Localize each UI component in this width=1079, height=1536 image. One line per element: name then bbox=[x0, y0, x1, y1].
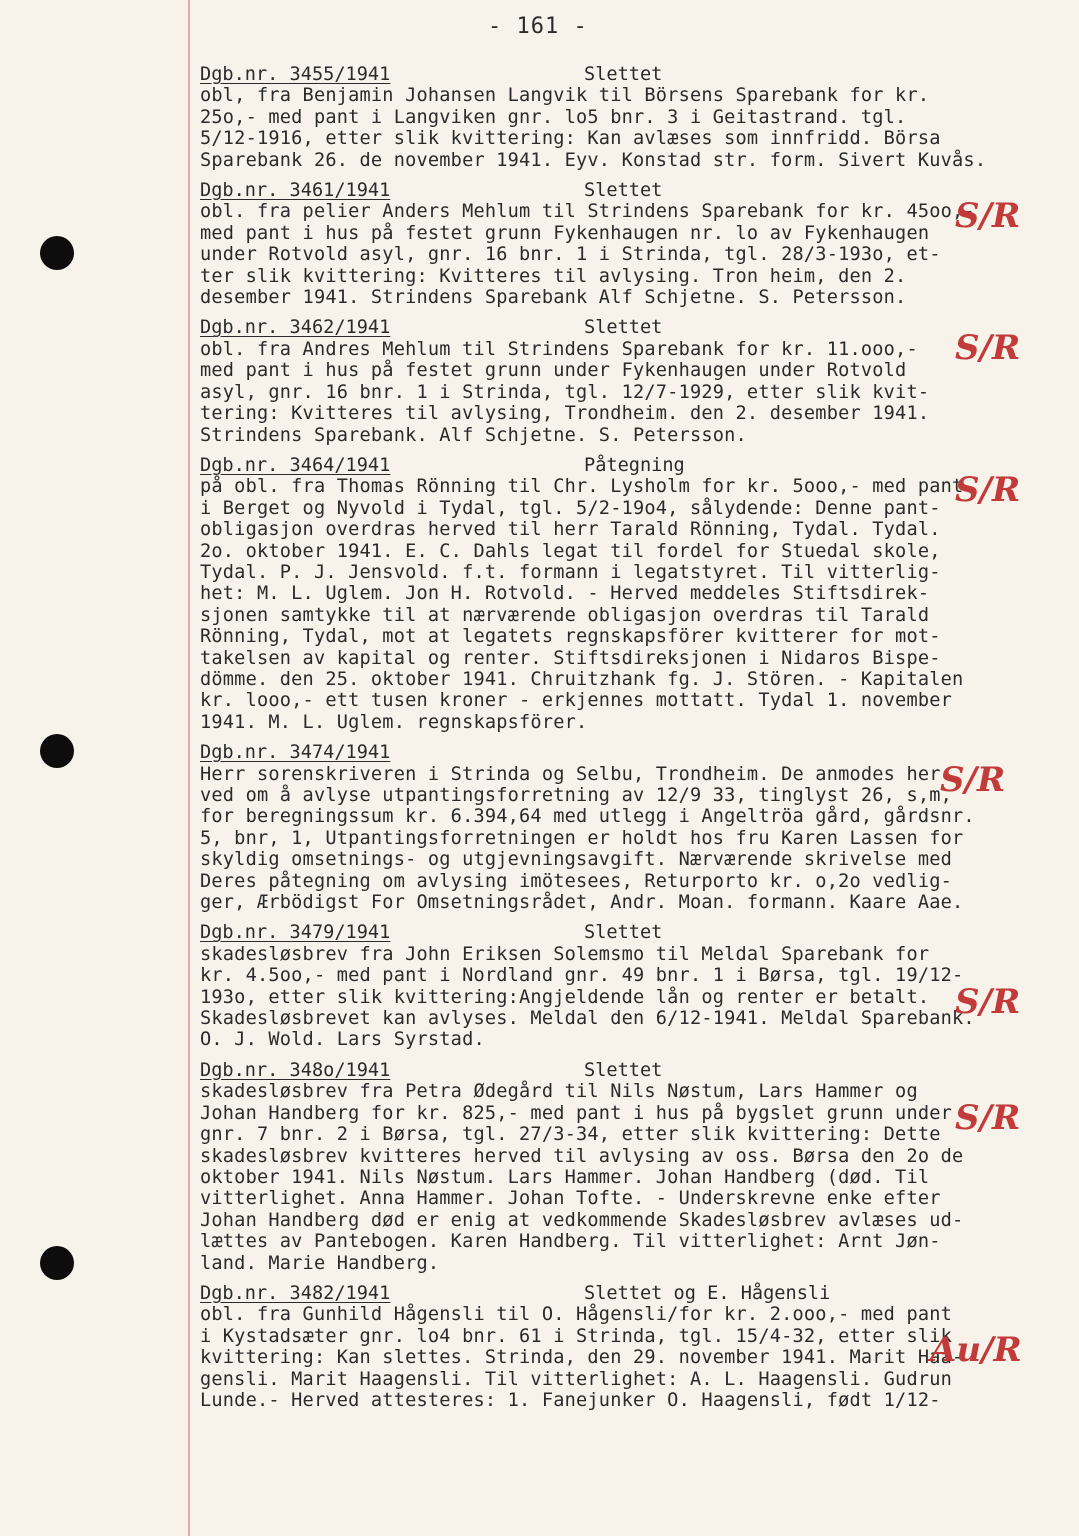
entry-text-line: Herr sorenskriveren i Strinda og Selbu, Trondheim. De anmodes her- bbox=[200, 763, 953, 785]
initials-mark: S/R bbox=[955, 196, 1021, 236]
entry-id: Dgb.nr. 3461/1941 bbox=[200, 180, 391, 202]
entry-text-line: på obl. fra Thomas Rönning til Chr. Lysholm for kr. 5ooo,- med pant bbox=[200, 476, 964, 498]
entry-header bbox=[200, 922, 1050, 943]
page-number: - 161 - bbox=[488, 14, 588, 39]
entry-header bbox=[200, 317, 1050, 338]
entry-text-line: gnr. 7 bnr. 2 i Børsa, tgl. 27/3-34, etter slik kvittering: Dette bbox=[200, 1124, 941, 1146]
entry-header bbox=[200, 455, 1050, 476]
entry-text-line: med pant i hus på festet grunn Fykenhaugen nr. lo av Fykenhaugen bbox=[200, 222, 930, 244]
entry-text-line: obl. fra Gunhild Hågensli til O. Hågensli/for kr. 2.ooo,- med pant bbox=[200, 1304, 953, 1326]
entry-header bbox=[200, 64, 1050, 85]
entry-text-line: 1941. M. L. Uglem. regnskapsförer. bbox=[200, 711, 588, 733]
entry-text-line: 25o,- med pant i Langviken gnr. lo5 bnr. 3 i Geitastrand. tgl. bbox=[200, 106, 907, 128]
entry-id: Dgb.nr. 3462/1941 bbox=[200, 317, 391, 339]
entry-text-line: Skadesløsbrevet kan avlyses. Meldal den 6/12-1941. Meldal Sparebank. bbox=[200, 1008, 975, 1030]
entry-text-line: land. Marie Handberg. bbox=[200, 1252, 440, 1274]
entry-id: Dgb.nr. 3479/1941 bbox=[200, 922, 391, 944]
entry-text-line: i Kystadsæter gnr. lo4 bnr. 61 i Strinda, tgl. 15/4-32, etter slik bbox=[200, 1325, 953, 1347]
entry-text-line: for beregningssum kr. 6.394,64 med utlegg i Angeltröa gård, gårdsnr. bbox=[200, 806, 975, 828]
entry-text-line: het: M. L. Uglem. Jon H. Rotvold. - Herved meddeles Stiftsdirek- bbox=[200, 583, 930, 605]
entry-text-line: kr. 4.5oo,- med pant i Nordland gnr. 49 bnr. 1 i Børsa, tgl. 19/12- bbox=[200, 965, 964, 987]
left-margin-line bbox=[188, 0, 190, 1536]
entry-text-line: skadesløsbrev fra Petra Ødegård til Nils Nøstum, Lars Hammer og bbox=[200, 1081, 918, 1103]
register-entry bbox=[200, 742, 1050, 913]
initials-mark: S/R bbox=[955, 328, 1021, 368]
entry-text-line: 5, bnr, 1, Utpantingsforretningen er holdt hos fru Karen Lassen for bbox=[200, 827, 964, 849]
entry-status: Slettet bbox=[584, 64, 663, 85]
entry-text-line: ved om å avlyse utpantingsforretning av 12/9 33, tinglyst 26, s,m, bbox=[200, 785, 953, 806]
entry-id: Dgb.nr. 3464/1941 bbox=[200, 454, 391, 476]
entry-text-line: Lunde.- Herved attesteres: 1. Fanejunker O. Haagensli, født 1/12- bbox=[200, 1389, 941, 1411]
register-entry bbox=[200, 455, 1050, 733]
entry-text-line: oktober 1941. Nils Nøstum. Lars Hammer. Johan Handberg (død. Til bbox=[200, 1166, 930, 1188]
initials-mark: Au/R bbox=[930, 1330, 1022, 1370]
entry-text-line: gensli. Marit Haagensli. Til vitterlighet: A. L. Haagensli. Gudrun bbox=[200, 1368, 953, 1390]
entry-header bbox=[200, 1060, 1050, 1081]
register-entry bbox=[200, 180, 1050, 308]
register-entry bbox=[200, 1060, 1050, 1274]
entry-header bbox=[200, 742, 1050, 763]
entry-text-line: ger, Ærbödigst For Omsetningsrådet, Andr. Moan. formann. Kaare Aae. bbox=[200, 892, 964, 914]
entry-header bbox=[200, 1283, 1050, 1304]
entry-text-line: O. J. Wold. Lars Syrstad. bbox=[200, 1029, 485, 1051]
entry-text-line: under Rotvold asyl, gnr. 16 bnr. 1 i Strinda, tgl. 28/3-193o, et- bbox=[200, 244, 941, 266]
entry-text-line: Tydal. P. J. Jensvold. f.t. formann i legatstyret. Til vitterlig- bbox=[200, 561, 941, 583]
entry-text-line: Sparebank 26. de november 1941. Eyv. Konstad str. form. Sivert Kuvås. bbox=[200, 149, 987, 171]
entry-text-line: med pant i hus på festet grunn under Fykenhaugen under Rotvold bbox=[200, 360, 907, 382]
entry-id: Dgb.nr. 348o/1941 bbox=[200, 1059, 391, 1081]
entry-text-line: obl, fra Benjamin Johansen Langvik til Börsens Sparebank for kr. bbox=[200, 85, 930, 107]
entry-text-line: kvittering: Kan slettes. Strinda, den 29. november 1941. Marit Haa- bbox=[200, 1347, 964, 1369]
punch-hole bbox=[40, 236, 74, 270]
entry-text-line: skyldig omsetnings- og utgjevningsavgift. Nærværende skrivelse med bbox=[200, 849, 953, 871]
initials-mark: S/R bbox=[955, 982, 1021, 1022]
entry-text-line: Deres påtegning om avlysing imötesees, Returporto kr. o,2o vedlig- bbox=[200, 870, 953, 892]
initials-mark: S/R bbox=[955, 470, 1021, 510]
entry-text-line: Johan Handberg for kr. 825,- med pant i hus på bygslet grunn under bbox=[200, 1102, 953, 1124]
initials-mark: S/R bbox=[955, 1098, 1021, 1138]
entry-text-line: Johan Handberg død er enig at vedkommende Skadesløsbrev avlæses ud- bbox=[200, 1209, 964, 1231]
entry-status: Slettet bbox=[584, 1059, 663, 1081]
register-entry bbox=[200, 64, 1050, 171]
register-entry bbox=[200, 922, 1050, 1050]
entry-text-line: lættes av Pantebogen. Karen Handberg. Til vitterlighet: Arnt Jøn- bbox=[200, 1231, 941, 1253]
punch-hole bbox=[40, 734, 74, 768]
entry-status: Slettet bbox=[584, 317, 663, 339]
entry-text-line: 193o, etter slik kvittering:Angjeldende lån og renter er betalt. bbox=[200, 986, 930, 1008]
entry-text-line: dömme. den 25. oktober 1941. Chruitzhank fg. J. Stören. - Kapitalen bbox=[200, 668, 964, 690]
entry-status: Påtegning bbox=[584, 454, 685, 476]
entry-text-line: skadesløsbrev fra John Eriksen Solemsmo til Meldal Sparebank for bbox=[200, 943, 930, 965]
entry-id: Dgb.nr. 3455/1941 bbox=[200, 64, 391, 85]
document-body bbox=[200, 64, 1050, 1420]
entry-text-line: skadesløsbrev kvitteres herved til avlysing av oss. Børsa den 2o de bbox=[200, 1145, 964, 1167]
entry-text-line: i Berget og Nyvold i Tydal, tgl. 5/2-19o4, sålydende: Denne pant- bbox=[200, 497, 941, 519]
register-entry bbox=[200, 1283, 1050, 1411]
entry-header bbox=[200, 180, 1050, 201]
entry-text-line: sjonen samtykke til at nærværende obligasjon overdras til Tarald bbox=[200, 604, 930, 626]
punch-hole bbox=[40, 1246, 74, 1280]
initials-mark: S/R bbox=[940, 760, 1006, 800]
entry-text-line: obligasjon overdras herved til herr Tarald Rönning, Tydal. Tydal. bbox=[200, 519, 941, 541]
entry-text-line: tering: Kvitteres til avlysing, Trondheim. den 2. desember 1941. bbox=[200, 403, 930, 425]
entry-text-line: vitterlighet. Anna Hammer. Johan Tofte. - Underskrevne enke efter bbox=[200, 1188, 941, 1210]
entry-status: Slettet og E. Hågensli bbox=[584, 1282, 831, 1304]
entry-text-line: 2o. oktober 1941. E. C. Dahls legat til fordel for Stuedal skole, bbox=[200, 540, 941, 562]
entry-text-line: asyl, gnr. 16 bnr. 1 i Strinda, tgl. 12/7-1929, etter slik kvit- bbox=[200, 381, 930, 403]
entry-text-line: obl. fra pelier Anders Mehlum til Strindens Sparebank for kr. 45oo,- bbox=[200, 201, 975, 223]
entry-text-line: 5/12-1916, etter slik kvittering: Kan avlæses som innfridd. Börsa bbox=[200, 128, 941, 150]
entry-text-line: kr. looo,- ett tusen kroner - erkjennes mottatt. Tydal 1. november bbox=[200, 690, 953, 712]
register-entry bbox=[200, 317, 1050, 445]
entry-id: Dgb.nr. 3474/1941 bbox=[200, 742, 391, 764]
entry-status: Slettet bbox=[584, 922, 663, 944]
entry-text-line: ter slik kvittering: Kvitteres til avlysing. Tron heim, den 2. bbox=[200, 265, 907, 287]
entry-text-line: Strindens Sparebank. Alf Schjetne. S. Petersson. bbox=[200, 424, 747, 446]
entry-id: Dgb.nr. 3482/1941 bbox=[200, 1282, 391, 1304]
entry-status: Slettet bbox=[584, 180, 663, 202]
entry-text-line: takelsen av kapital og renter. Stiftsdireksjonen i Nidaros Bispe- bbox=[200, 647, 941, 669]
entry-text-line: Rönning, Tydal, mot at legatets regnskapsförer kvitterer for mot- bbox=[200, 626, 941, 648]
entry-text-line: obl. fra Andres Mehlum til Strindens Sparebank for kr. 11.ooo,- bbox=[200, 338, 918, 360]
entry-text-line: desember 1941. Strindens Sparebank Alf Schjetne. S. Petersson. bbox=[200, 287, 907, 309]
